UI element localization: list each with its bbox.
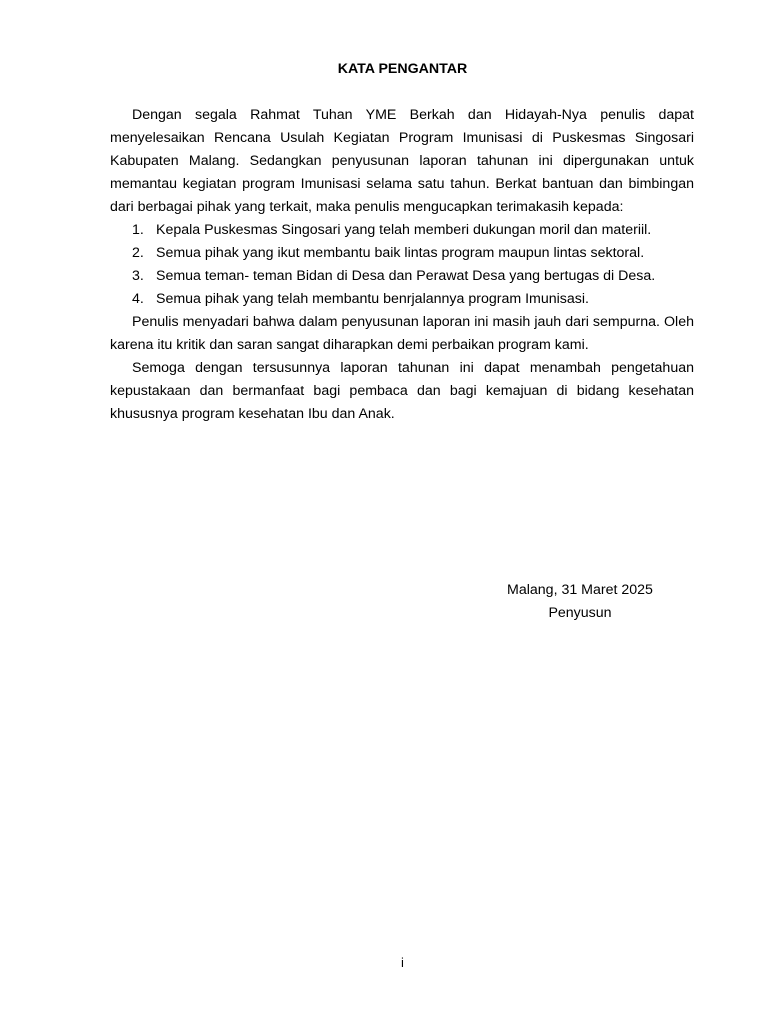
- list-item-number: 4.: [132, 291, 144, 307]
- list-item-text: Semua pihak yang ikut membantu baik lintas program maupun lintas sektoral.: [156, 245, 645, 261]
- signature-place-date: Malang, 31 Maret 2025: [507, 582, 653, 598]
- list-item: [110, 219, 694, 242]
- list-item-text: Semua pihak yang telah membantu benrjalannya program Imunisasi.: [156, 291, 589, 307]
- list-item-text: Kepala Puskesmas Singosari yang telah memberi dukungan moril dan materiil.: [156, 222, 652, 238]
- list-item: [110, 242, 694, 265]
- list-item: [110, 265, 694, 288]
- document-title: KATA PENGANTAR: [337, 61, 468, 77]
- thanks-list: [110, 219, 694, 311]
- list-item-number: 2.: [132, 245, 144, 261]
- list-item: [110, 288, 694, 311]
- signature-role: Penyusun: [548, 605, 612, 621]
- list-item-text: Semua teman- teman Bidan di Desa dan Perawat Desa yang bertugas di Desa.: [156, 268, 656, 284]
- closing-paragraph-1: Penulis menyadari bahwa dalam penyusunan laporan ini masih jauh dari sempurna. Oleh karena itu kritik dan saran sangat diharapkan demi perbaikan program kami.: [110, 314, 694, 353]
- intro-paragraph: Dengan segala Rahmat Tuhan YME Berkah dan Hidayah-Nya penulis dapat menyelesaikan Rencana Usulah Kegiatan Program Imunisasi di Puskesmas Singosari Kabupaten Malang. Sedangkan penyusunan laporan tahunan ini dipergunakan untuk memantau kegiatan program Imunisasi selama satu tahun. Berkat bantuan dan bimbingan dari berbagai pihak yang terkait, maka penulis mengucapkan terimakasih kepada:: [110, 107, 694, 215]
- closing-paragraph-2: Semoga dengan tersusunnya laporan tahunan ini dapat menambah pengetahuan kepustakaan dan bermanfaat bagi pembaca dan bagi kemajuan di bidang kesehatan khususnya program kesehatan Ibu dan Anak.: [110, 360, 694, 422]
- list-item-number: 1.: [132, 222, 144, 238]
- page-number: i: [401, 955, 404, 970]
- document-body: [110, 104, 694, 426]
- list-item-number: 3.: [132, 268, 144, 284]
- signature-block: [480, 579, 680, 625]
